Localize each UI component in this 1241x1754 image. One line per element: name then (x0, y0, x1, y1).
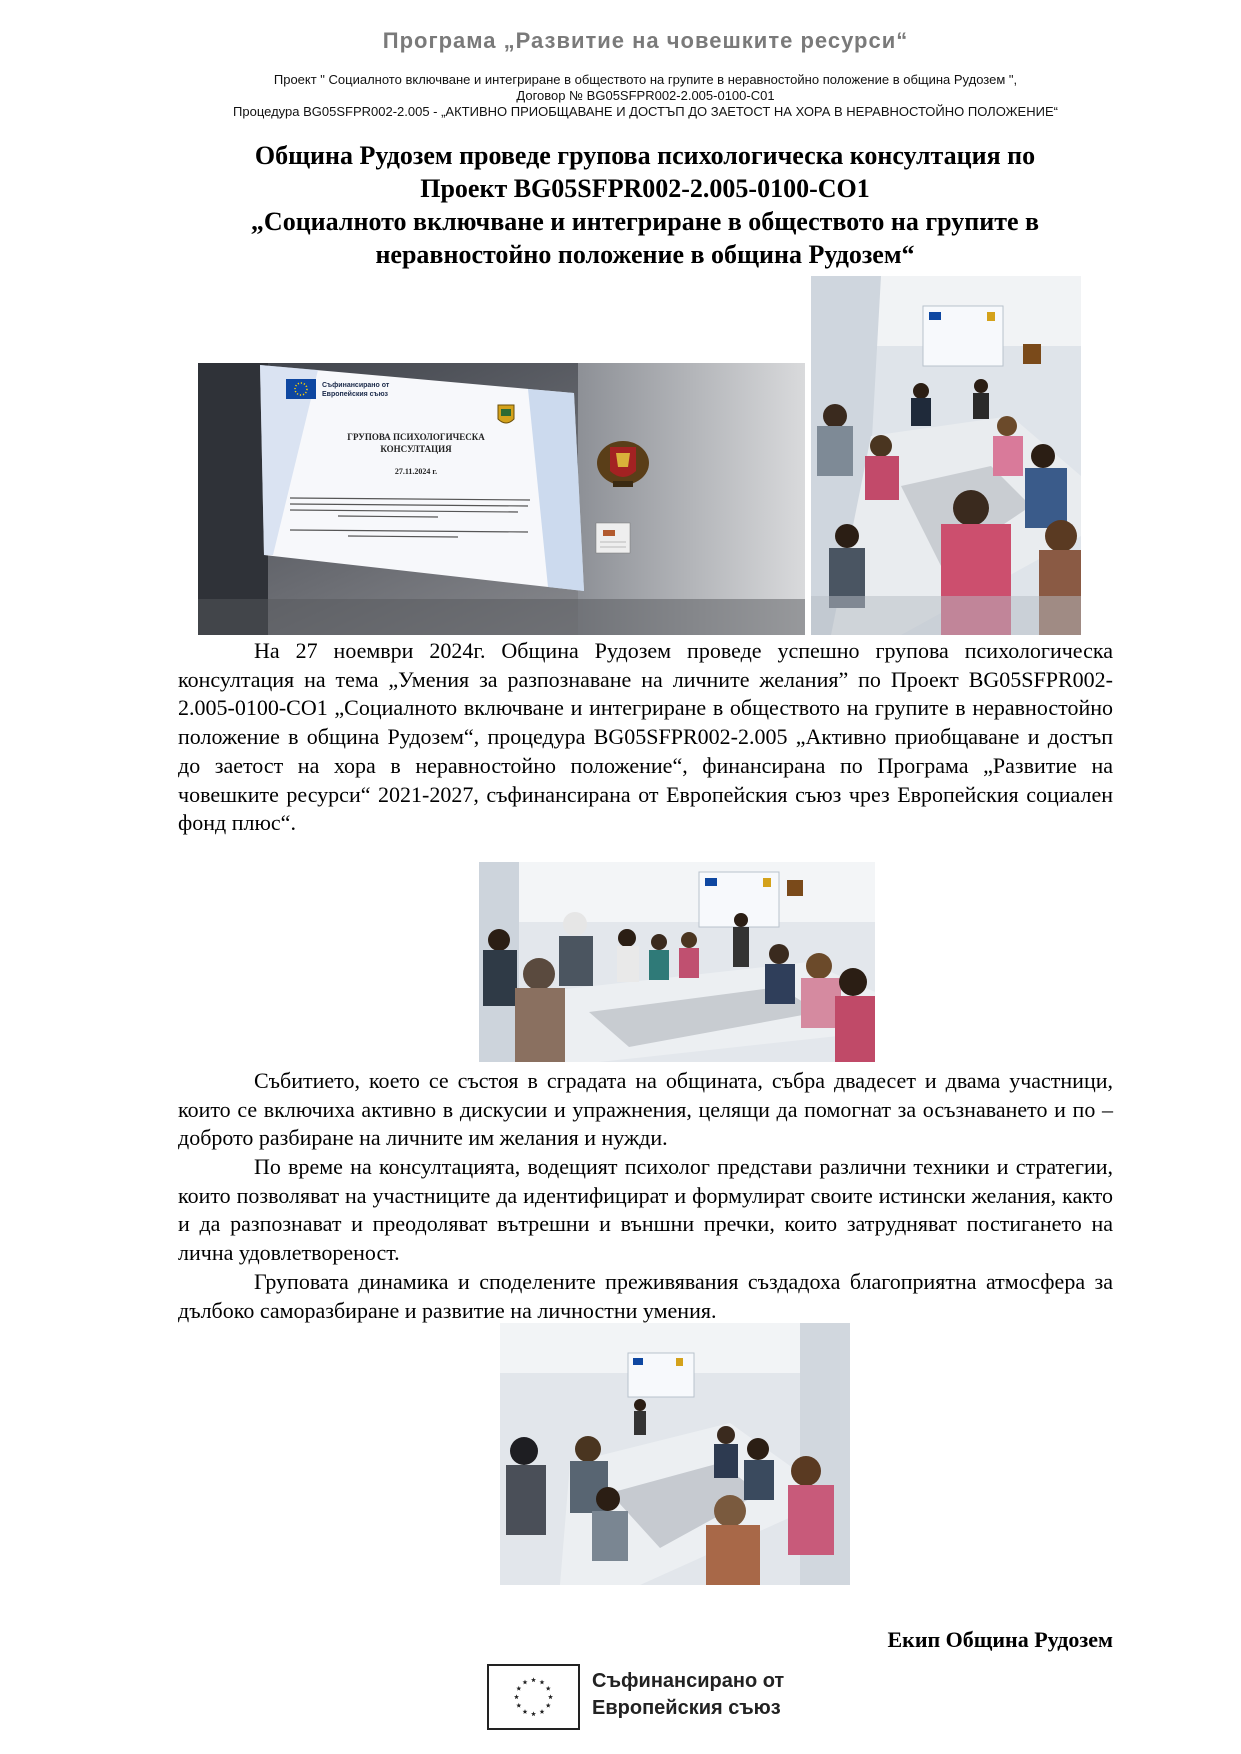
article-title-line-4: неравностойно положение в община Рудозем“ (375, 240, 915, 269)
procedure-line: Процедура BG05SFPR002-2.005 - „АКТИВНО ПРИОБЩАВАНЕ И ДОСТЪП ДО ЗАЕТОСТ НА ХОРА В НЕРАВНОСТОЙНО ПОЛОЖЕНИЕ“ (233, 104, 1058, 119)
svg-text:ГРУПОВА ПСИХОЛОГИЧЕСКА: ГРУПОВА ПСИХОЛОГИЧЕСКА (347, 432, 485, 442)
svg-text:27.11.2024 г.: 27.11.2024 г. (394, 467, 438, 476)
participant-figure (733, 913, 749, 967)
participant-figure (649, 934, 669, 980)
eu-star (531, 1711, 536, 1716)
participant-figure (911, 383, 931, 426)
participant-figure (679, 932, 699, 978)
svg-text:Съфинансирано от: Съфинансирано от (322, 382, 390, 389)
eu-star (514, 1694, 519, 1699)
photo-meeting-room-3 (500, 1323, 850, 1585)
participant-figure (634, 1399, 646, 1435)
eu-star (540, 1680, 545, 1685)
svg-text:Европейския съюз: Европейския съюз (322, 391, 389, 398)
photo-presentation-slide (198, 363, 805, 635)
eu-label-line-2: Европейския съюз (592, 1697, 781, 1719)
eu-star (546, 1703, 551, 1708)
eu-stars-icon (489, 1666, 578, 1728)
article-title-line-3: „Социалното включване и интегриране в обществото на групите в (250, 207, 1040, 236)
eu-star (548, 1694, 553, 1699)
eu-flag-icon (286, 379, 316, 399)
eu-logo (487, 1664, 580, 1730)
eu-star (523, 1680, 528, 1685)
paragraph-intro: На 27 ноември 2024г. Община Рудозем проведе успешно групова психологическа консултация на тема „Умения за разпознаване на личните желания” по Проект BG05SFPR002-2.005-0100-CO1 „Социалното включване и интегриране в обществото на групите в неравностойно положение в община Рудозем“, процедура BG05SFPR002-2.005 „Активно приобщаване и достъп до заетост на хора в неравностойно положение“, финансирана по Програма „Развитие на човешките ресурси“ 2021-2027, съфинансирана от Европейския съюз чрез Европейския социален фонд плюс“. (178, 638, 1113, 836)
article-title-line-2: Проект BG05SFPR002-2.005-0100-CO1 (420, 174, 870, 203)
signature-team: Екип Община Рудозем (887, 1627, 1113, 1652)
participant-figure (617, 929, 639, 982)
contract-line: Договор № BG05SFPR002-2.005-0100-C01 (516, 88, 775, 103)
eu-star (516, 1703, 521, 1708)
crest-icon (498, 405, 514, 423)
eu-star (546, 1686, 551, 1691)
participant-figure (714, 1426, 738, 1478)
eu-star (531, 1677, 536, 1682)
article-title-line-1: Община Рудозем проведе групова психологическа консултация по (254, 141, 1036, 170)
paragraph-dynamics: Груповата динамика и споделените преживявания създадоха благоприятна атмосфера за дълбоко саморазбиране и развитие на личностни умения. (178, 1269, 1113, 1323)
paragraph-techniques: По време на консултацията, водещият психолог представи различни техники и стратегии, които позволяват на участниците да идентифицират и формулират своите истински желания, както и да разпознават и преодоляват вътрешни и външни пречки, които затрудняват постигането на лична удовлетвореност. (178, 1154, 1113, 1266)
eu-star (540, 1709, 545, 1714)
photo-meeting-room-1 (811, 276, 1081, 635)
photo-meeting-room-2 (479, 862, 875, 1062)
eu-star (516, 1686, 521, 1691)
eu-cofinanced-label (592, 1668, 784, 1722)
paragraph-event: Събитието, което се състоя в сградата на общината, събра двадесет и двама участници, които се включиха активно в дискусии и упражнения, целящи да помогнат за осъзнаването и по – доброто разбиране на личните им желания и нужди. (178, 1068, 1113, 1151)
svg-text:КОНСУЛТАЦИЯ: КОНСУЛТАЦИЯ (380, 444, 452, 454)
participant-figure (973, 379, 989, 419)
project-line: Проект " Социалното включване и интегриране в обществото на групите в неравностойно положение в община Рудозем ", (273, 72, 1018, 87)
program-header: Програма „Развитие на човешките ресурси“ (382, 28, 909, 53)
eu-label-line-1: Съфинансирано от (592, 1670, 785, 1692)
eu-star (523, 1709, 528, 1714)
